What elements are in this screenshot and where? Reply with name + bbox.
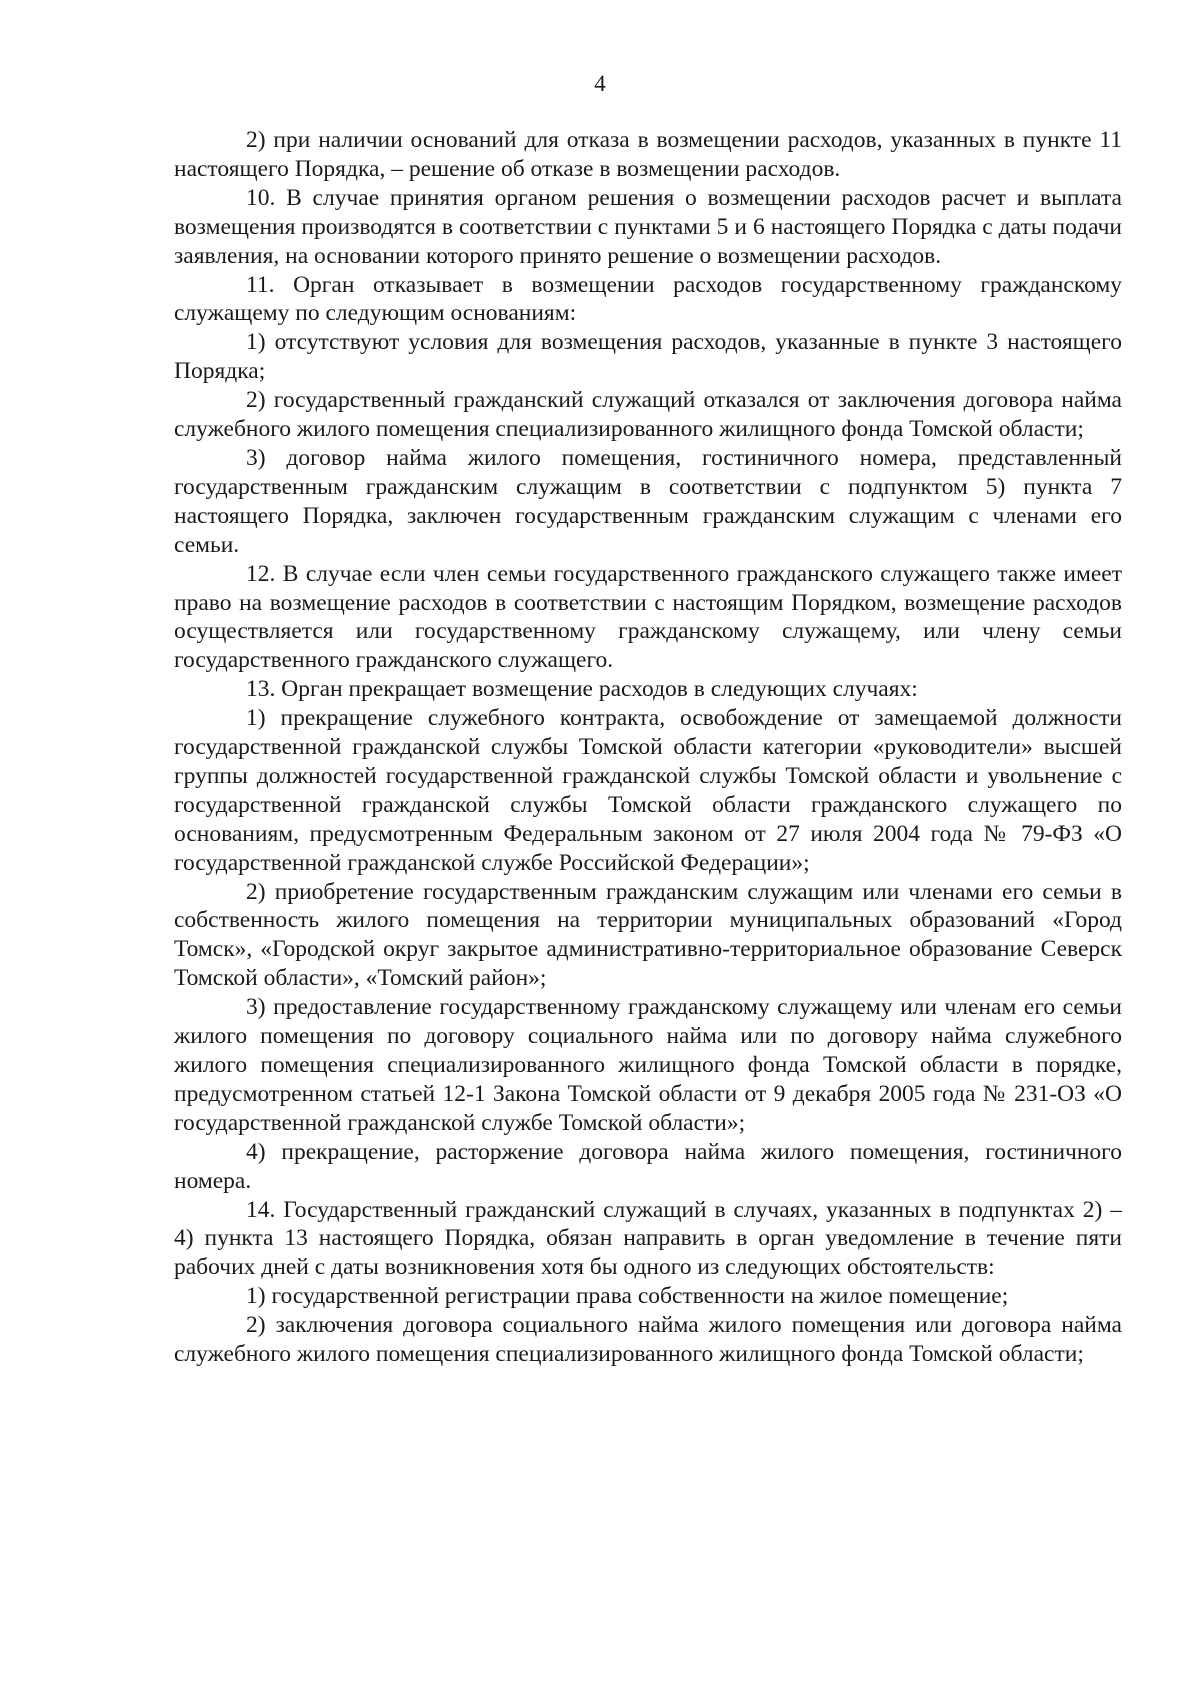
paragraph-4: 1) отсутствуют условия для возмещения расходов, указанные в пункте 3 настоящего Порядка; <box>174 329 1122 385</box>
paragraph-1: 2) при наличии оснований для отказа в возмещении расходов, указанных в пункте 11 настоящего Порядка, – решение об отказе в возмещении расходов. <box>174 127 1122 182</box>
paragraph-2: 10. В случае принятия органом решения о возмещении расходов расчет и выплата возмещения производятся в соответствии с пунктами 5 и 6 настоящего Порядка с даты подачи заявления, на основании которого принято решение о возмещении расходов. <box>174 184 1122 269</box>
paragraph-15: 2) заключения договора социального найма жилого помещения или договора найма служебного жилого помещения специализированного жилищного фонда Томской области; <box>174 1312 1122 1368</box>
paragraph-8: 13. Орган прекращает возмещение расходов в следующих случаях: <box>246 676 918 703</box>
paragraph-12: 4) прекращение, расторжение договора найма жилого помещения, гостиничного номера. <box>174 1138 1122 1194</box>
paragraph-6: 3) договор найма жилого помещения, гостиничного номера, представленный государственным гражданским служащим в соответствии с подпунктом 5) пункта 7 настоящего Порядка, заключен государственным гражданским служащим с членами его семьи. <box>174 444 1122 558</box>
paragraph-11: 3) предоставление государственному гражданскому служащему или членам его семьи жилого помещения по договору социального найма или по договору найма служебного жилого помещения специализированного жилищного фонда Томской области в порядке, предусмотренном статьей 12-1 Закона Томской области от 9 декабря 2005 года № 231-ОЗ «О государственной гражданской службе Томской области»; <box>174 994 1122 1136</box>
paragraph-3: 11. Орган отказывает в возмещении расходов государственному гражданскому служащему по следующим основаниям: <box>174 271 1122 327</box>
paragraph-14: 1) государственной регистрации права собственности на жилое помещение; <box>246 1283 1009 1310</box>
page-number: 4 <box>594 71 606 96</box>
paragraph-9: 1) прекращение служебного контракта, освобождение от замещаемой должности государственной гражданской службы Томской области категории «руководители» высшей группы должностей государственной гражданской службы Томской области и увольнение с государственной гражданской службы Томской области гражданского служащего по основаниям, предусмотренным Федеральным законом от 27 июля 2004 года № 79-ФЗ «О государственной гражданской службе Российской Федерации»; <box>174 705 1122 876</box>
paragraph-5: 2) государственный гражданский служащий отказался от заключения договора найма служебного жилого помещения специализированного жилищного фонда Томской области; <box>174 387 1122 443</box>
paragraph-7: 12. В случае если член семьи государственного гражданского служащего также имеет право на возмещение расходов в соответствии с настоящим Порядком, возмещение расходов осуществляется или государственному гражданскому служащему, или члену семьи государственного гражданского служащего. <box>174 560 1122 674</box>
paragraph-10: 2) приобретение государственным гражданским служащим или членами его семьи в собственность жилого помещения на территории муниципальных образований «Город Томск», «Городской округ закрытое административно-территориальное образование Северск Томской области», «Томский район»; <box>174 878 1122 992</box>
document-body <box>174 126 1122 1369</box>
paragraph-13: 14. Государственный гражданский служащий в случаях, указанных в подпунктах 2) – 4) пункта 13 настоящего Порядка, обязан направить в орган уведомление в течение пяти рабочих дней с даты возникновения хотя бы одного из следующих обстоятельств: <box>174 1196 1122 1281</box>
